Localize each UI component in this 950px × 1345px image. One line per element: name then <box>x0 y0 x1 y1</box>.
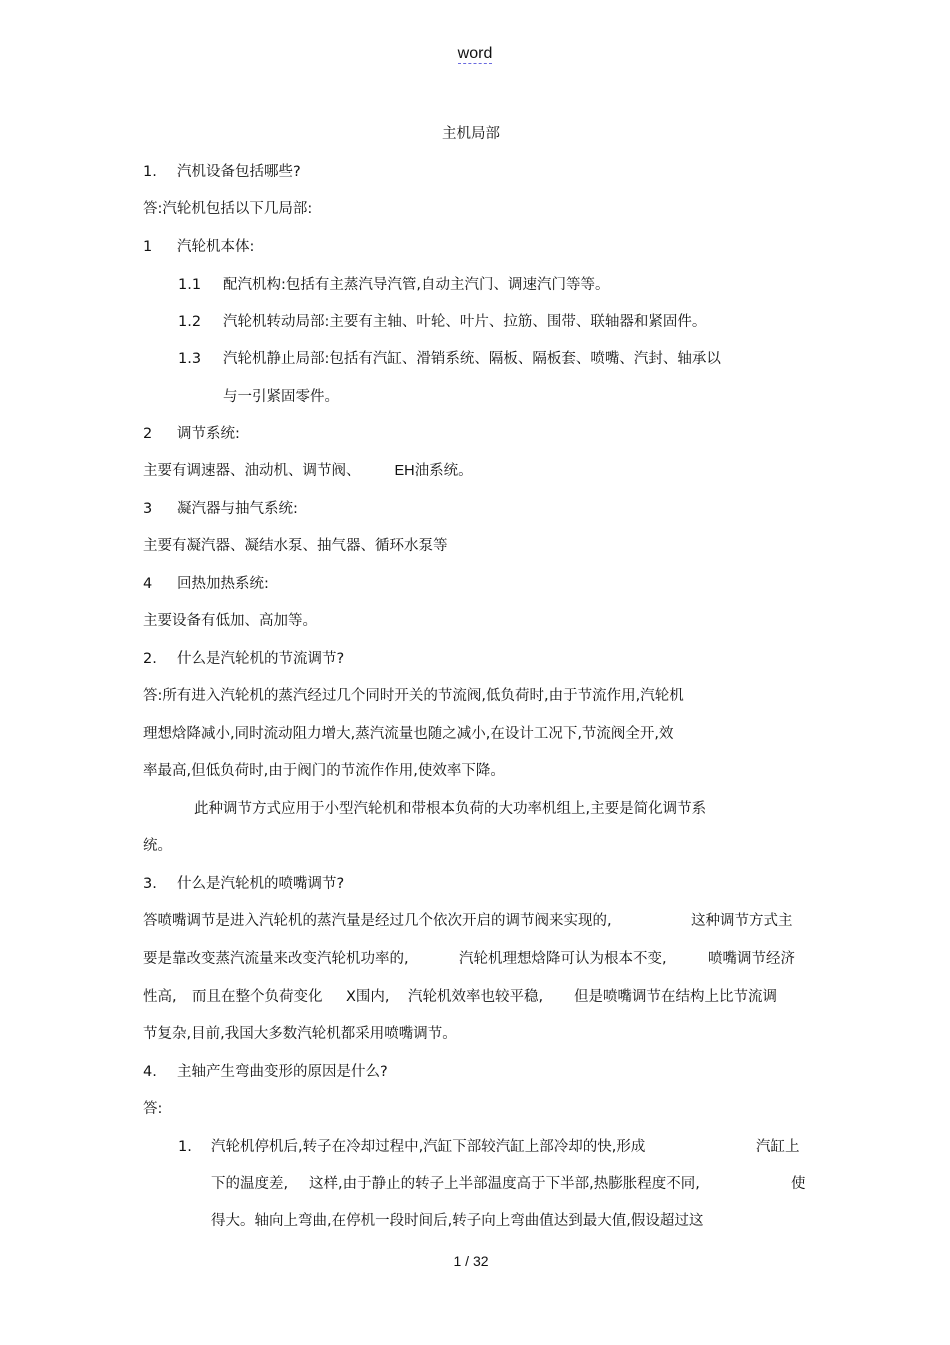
answer-4-line: 汽轮机停机后,转子在冷却过程中,汽缸下部较汽缸上部冷却的快,形成 <box>211 1139 646 1155</box>
page-number: 1 / 32 <box>453 1253 489 1269</box>
section-title: 主机局部 <box>442 126 500 142</box>
item-number: 1 <box>143 239 153 255</box>
question-4 <box>143 1063 388 1081</box>
item-1-3 <box>178 350 721 368</box>
item-number: 1.3 <box>178 351 202 367</box>
answer-3-line: 但是喷嘴调节在结构上比节流调 <box>574 989 777 1005</box>
answer-3-line: 汽轮机效率也较平稳, <box>408 989 544 1005</box>
item-number: 3 <box>143 501 153 517</box>
item-1 <box>143 238 254 256</box>
question-number: 1. <box>143 164 157 180</box>
question-number: 4. <box>143 1064 157 1080</box>
item-1-1 <box>178 276 610 294</box>
answer-4-line: 汽缸上 <box>756 1139 800 1155</box>
item-4-detail: 主要设备有低加、高加等。 <box>143 613 317 629</box>
answer-2-line: 统。 <box>143 838 172 854</box>
item-3-detail: 主要有凝汽器、凝结水泵、抽气器、循环水泵等 <box>143 538 448 554</box>
answer-4-number: 1. <box>178 1139 192 1155</box>
item-text: 汽轮机本体: <box>177 239 255 255</box>
answer-3-line: 答喷嘴调节是进入汽轮机的蒸汽量是经过几个依次开启的调节阀来实现的, <box>143 913 612 929</box>
question-1 <box>143 163 301 181</box>
question-text: 汽机设备包括哪些? <box>177 164 301 180</box>
answer-4-line: 使 <box>791 1176 806 1192</box>
answer-3-line: 节复杂,目前,我国大多数汽轮机都采用喷嘴调节。 <box>143 1026 457 1042</box>
item-1-2 <box>178 313 706 331</box>
question-number: 3. <box>143 876 157 892</box>
question-3 <box>143 875 344 893</box>
header-text: word <box>457 45 493 62</box>
answer-3-line: 性高, <box>143 989 177 1005</box>
answer-1: 答:汽轮机包括以下几局部: <box>143 201 313 217</box>
answer-4-line: 下的温度差, <box>211 1176 289 1192</box>
answer-3-line: 要是靠改变蒸汽流量来改变汽轮机功率的, <box>143 951 409 967</box>
answer-2-line: 此种调节方式应用于小型汽轮机和带根本负荷的大功率机组上,主要是简化调节系 <box>194 801 707 817</box>
item-4 <box>143 575 269 593</box>
answer-4-line: 得大。轴向上弯曲,在停机一段时间后,转子向上弯曲值达到最大值,假设超过这 <box>211 1213 704 1229</box>
text-part: EH油系统。 <box>394 463 473 479</box>
item-text: 凝汽器与抽气系统: <box>177 501 298 517</box>
question-text: 什么是汽轮机的喷嘴调节? <box>177 876 345 892</box>
item-2-detail <box>143 462 473 480</box>
item-number: 4 <box>143 576 153 592</box>
answer-2-line: 答:所有进入汽轮机的蒸汽经过几个同时开关的节流阀,低负荷时,由于节流作用,汽轮机 <box>143 688 684 704</box>
item-text: 回热加热系统: <box>177 576 269 592</box>
item-text: 调节系统: <box>177 426 240 442</box>
answer-3-line: 汽轮机理想焓降可认为根本不变, <box>459 951 667 967</box>
item-2 <box>143 425 240 443</box>
item-text: 配汽机构:包括有主蒸汽导汽管,自动主汽门、调速汽门等等。 <box>223 277 610 293</box>
answer-3-line: 而且在整个负荷变化 <box>192 989 323 1005</box>
text-part: 主要有调速器、油动机、调节阀、 <box>143 463 361 479</box>
item-3 <box>143 500 298 518</box>
answer-4-label: 答: <box>143 1101 163 1117</box>
answer-3-line: 这种调节方式主 <box>691 913 793 929</box>
answer-3-line: 喷嘴调节经济 <box>708 951 795 967</box>
item-number: 2 <box>143 426 153 442</box>
item-text: 汽轮机转动局部:主要有主轴、叶轮、叶片、拉筋、围带、联轴器和紧固件。 <box>223 314 707 330</box>
answer-2-line: 理想焓降减小,同时流动阻力增大,蒸汽流量也随之减小,在设计工况下,节流阀全开,效 <box>143 726 674 742</box>
page-header <box>0 45 950 63</box>
item-number: 1.1 <box>178 277 202 293</box>
question-text: 什么是汽轮机的节流调节? <box>177 651 345 667</box>
question-2 <box>143 650 344 668</box>
question-number: 2. <box>143 651 157 667</box>
item-text: 汽轮机静止局部:包括有汽缸、滑销系统、隔板、隔板套、喷嘴、汽封、轴承以 <box>223 351 721 367</box>
answer-3-line: X围内, <box>346 989 390 1005</box>
item-1-3-continuation: 与一引紧固零件。 <box>223 389 339 405</box>
answer-4-line: 这样,由于静止的转子上半部温度高于下半部,热膨胀程度不同, <box>309 1176 700 1192</box>
question-text: 主轴产生弯曲变形的原因是什么? <box>177 1064 388 1080</box>
answer-2-line: 率最高,但低负荷时,由于阀门的节流作作用,使效率下降。 <box>143 763 505 779</box>
item-number: 1.2 <box>178 314 202 330</box>
